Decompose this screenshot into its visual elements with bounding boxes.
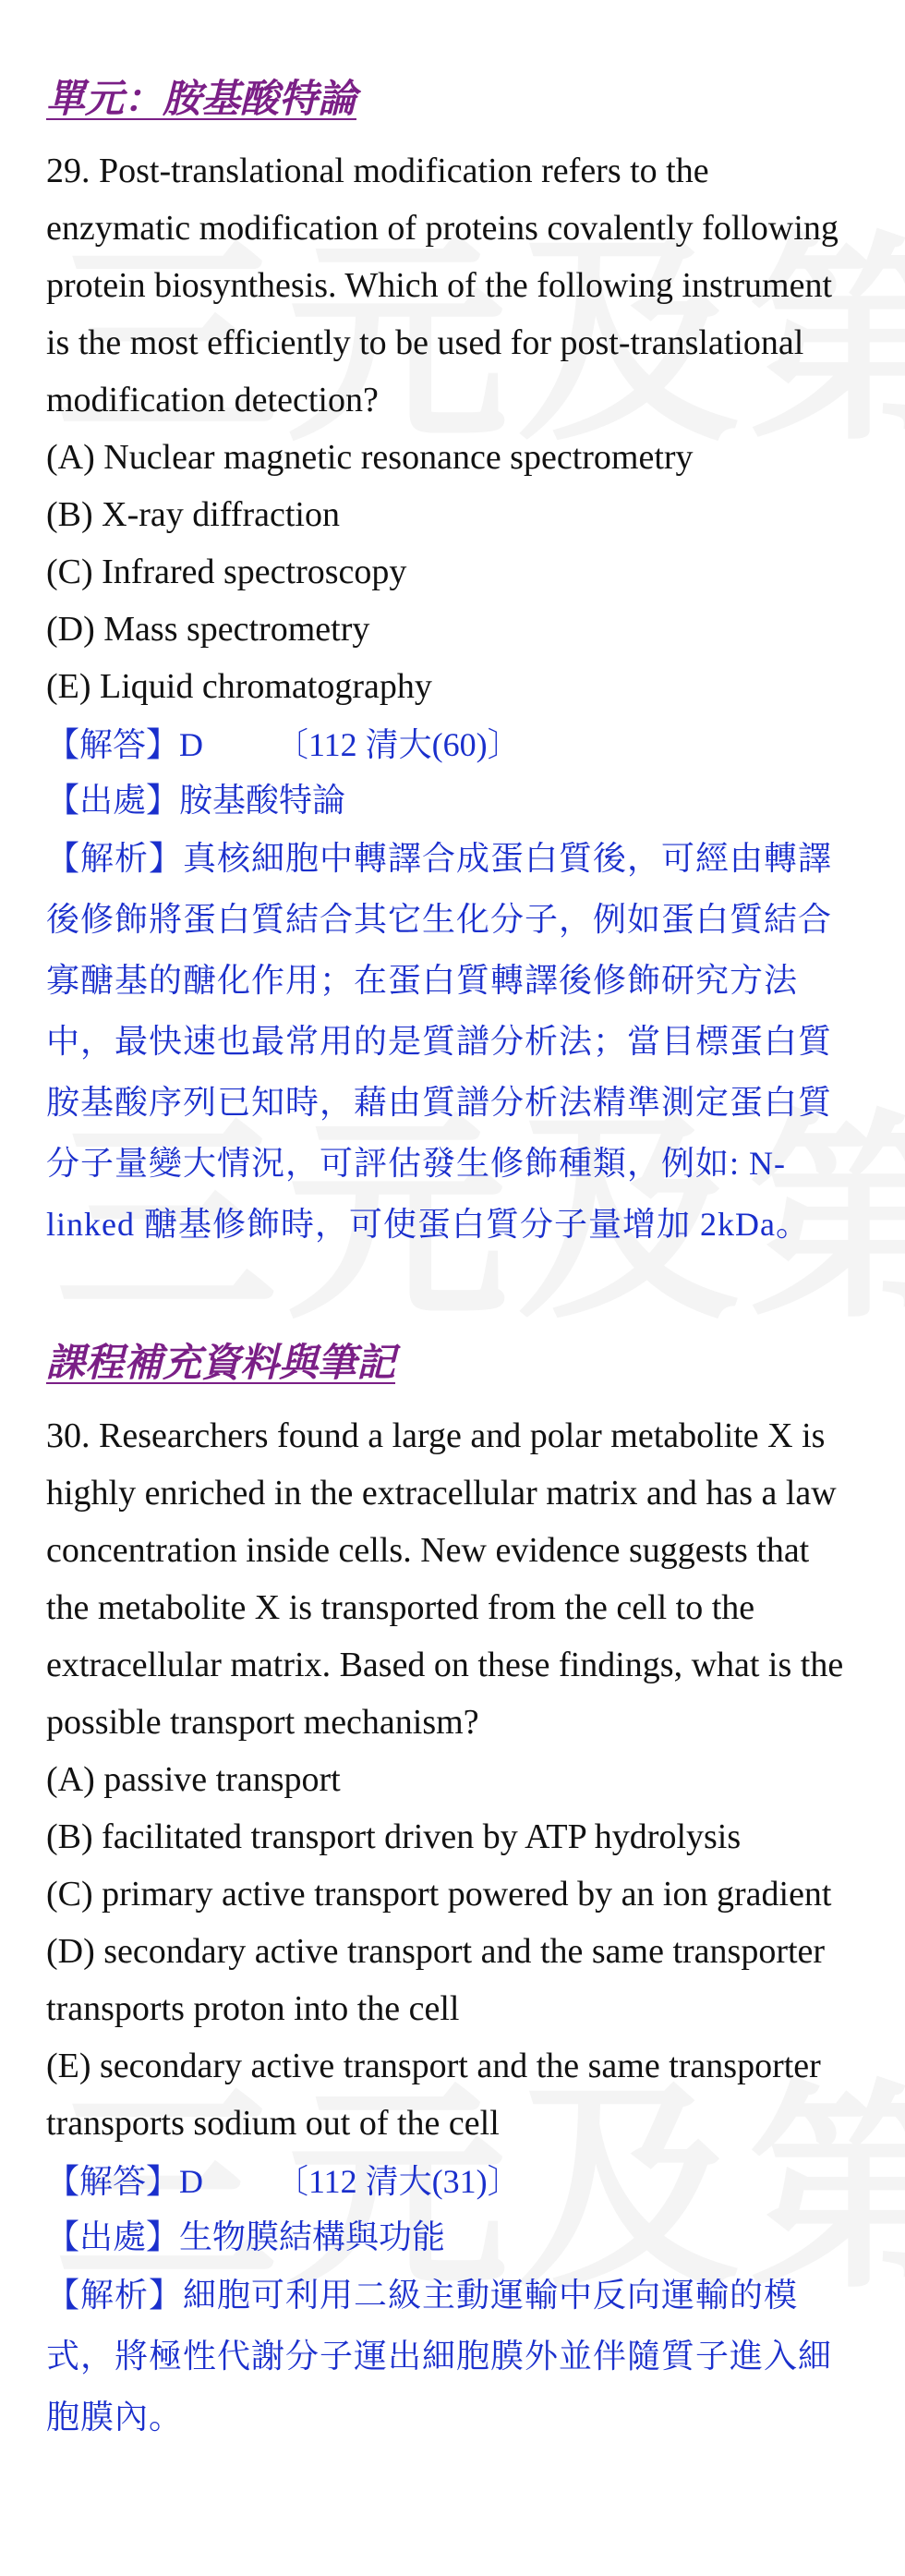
option-c: (C) Infrared spectroscopy <box>46 553 407 592</box>
option-b: (B) facilitated transport driven by ATP hydrolysis <box>46 1817 742 1856</box>
answer-source: 〔112 清大(31)〕 <box>275 2162 521 2200</box>
answer-label: 【解答】D <box>46 726 203 764</box>
answer-label: 【解答】D <box>46 2162 203 2200</box>
option-b: (B) X-ray diffraction <box>46 495 340 535</box>
origin-line: 【出處】生物膜結構與功能 <box>46 2218 446 2255</box>
analysis-text: 【解析】細胞可利用二級主動運輸中反向運輸的模式，將極性代謝分子運出細胞膜外並伴隨質子進入細胞膜內。 <box>46 2276 833 2436</box>
option-a: (A) passive transport <box>46 1759 341 1799</box>
option-d: (D) secondary active transport and the same transporter transports proton into the cell <box>46 1931 826 2028</box>
analysis-text: 【解析】真核細胞中轉譯合成蛋白質後，可經由轉譯後修飾將蛋白質結合其它生化分子，例如蛋白質結合寡醣基的醣化作用；在蛋白質轉譯後修飾研究方法中，最快速也最常用的是質譜分析法；當目標蛋白質胺基酸序列已知時，藉由質譜分析法精準測定蛋白質分子量變大情況，可評估發生修飾種類，例如: N-linked 醣基修飾時，可使蛋白質分子量增加 2kDa。 <box>46 840 833 1244</box>
question-stem: 30. Researchers found a large and polar metabolite X is highly enriched in the extracellular matrix and has a law concentration inside cells. New evidence suggests that the metabolite X is transported from the cell to the extracellular matrix. Based on these findings, what is the possible transport mechanism? <box>46 1416 844 1742</box>
question-29 <box>46 142 859 1255</box>
answer-line <box>46 2154 859 2209</box>
option-d: (D) Mass spectrometry <box>46 610 370 650</box>
option-c: (C) primary active transport powered by an ion gradient <box>46 1874 832 1914</box>
section-heading-unit: 單元：胺基酸特論 <box>46 76 357 121</box>
section-heading-notes: 課程補充資料與筆記 <box>46 1340 396 1386</box>
question-stem: 29. Post-translational modification refers to the enzymatic modification of proteins covalently following protein biosynthesis. Which of the following instrument is the most efficiently to be used for post-translational modification detection? <box>46 152 839 420</box>
answer-source: 〔112 清大(60)〕 <box>275 726 521 764</box>
option-e: (E) secondary active transport and the same transporter transports sodium out of the cell <box>46 2046 821 2143</box>
answer-line <box>46 717 859 772</box>
question-30 <box>46 1407 859 2448</box>
option-e: (E) Liquid chromatography <box>46 667 432 707</box>
origin-line: 【出處】胺基酸特論 <box>46 782 346 820</box>
option-a: (A) Nuclear magnetic resonance spectrometry <box>46 438 694 478</box>
